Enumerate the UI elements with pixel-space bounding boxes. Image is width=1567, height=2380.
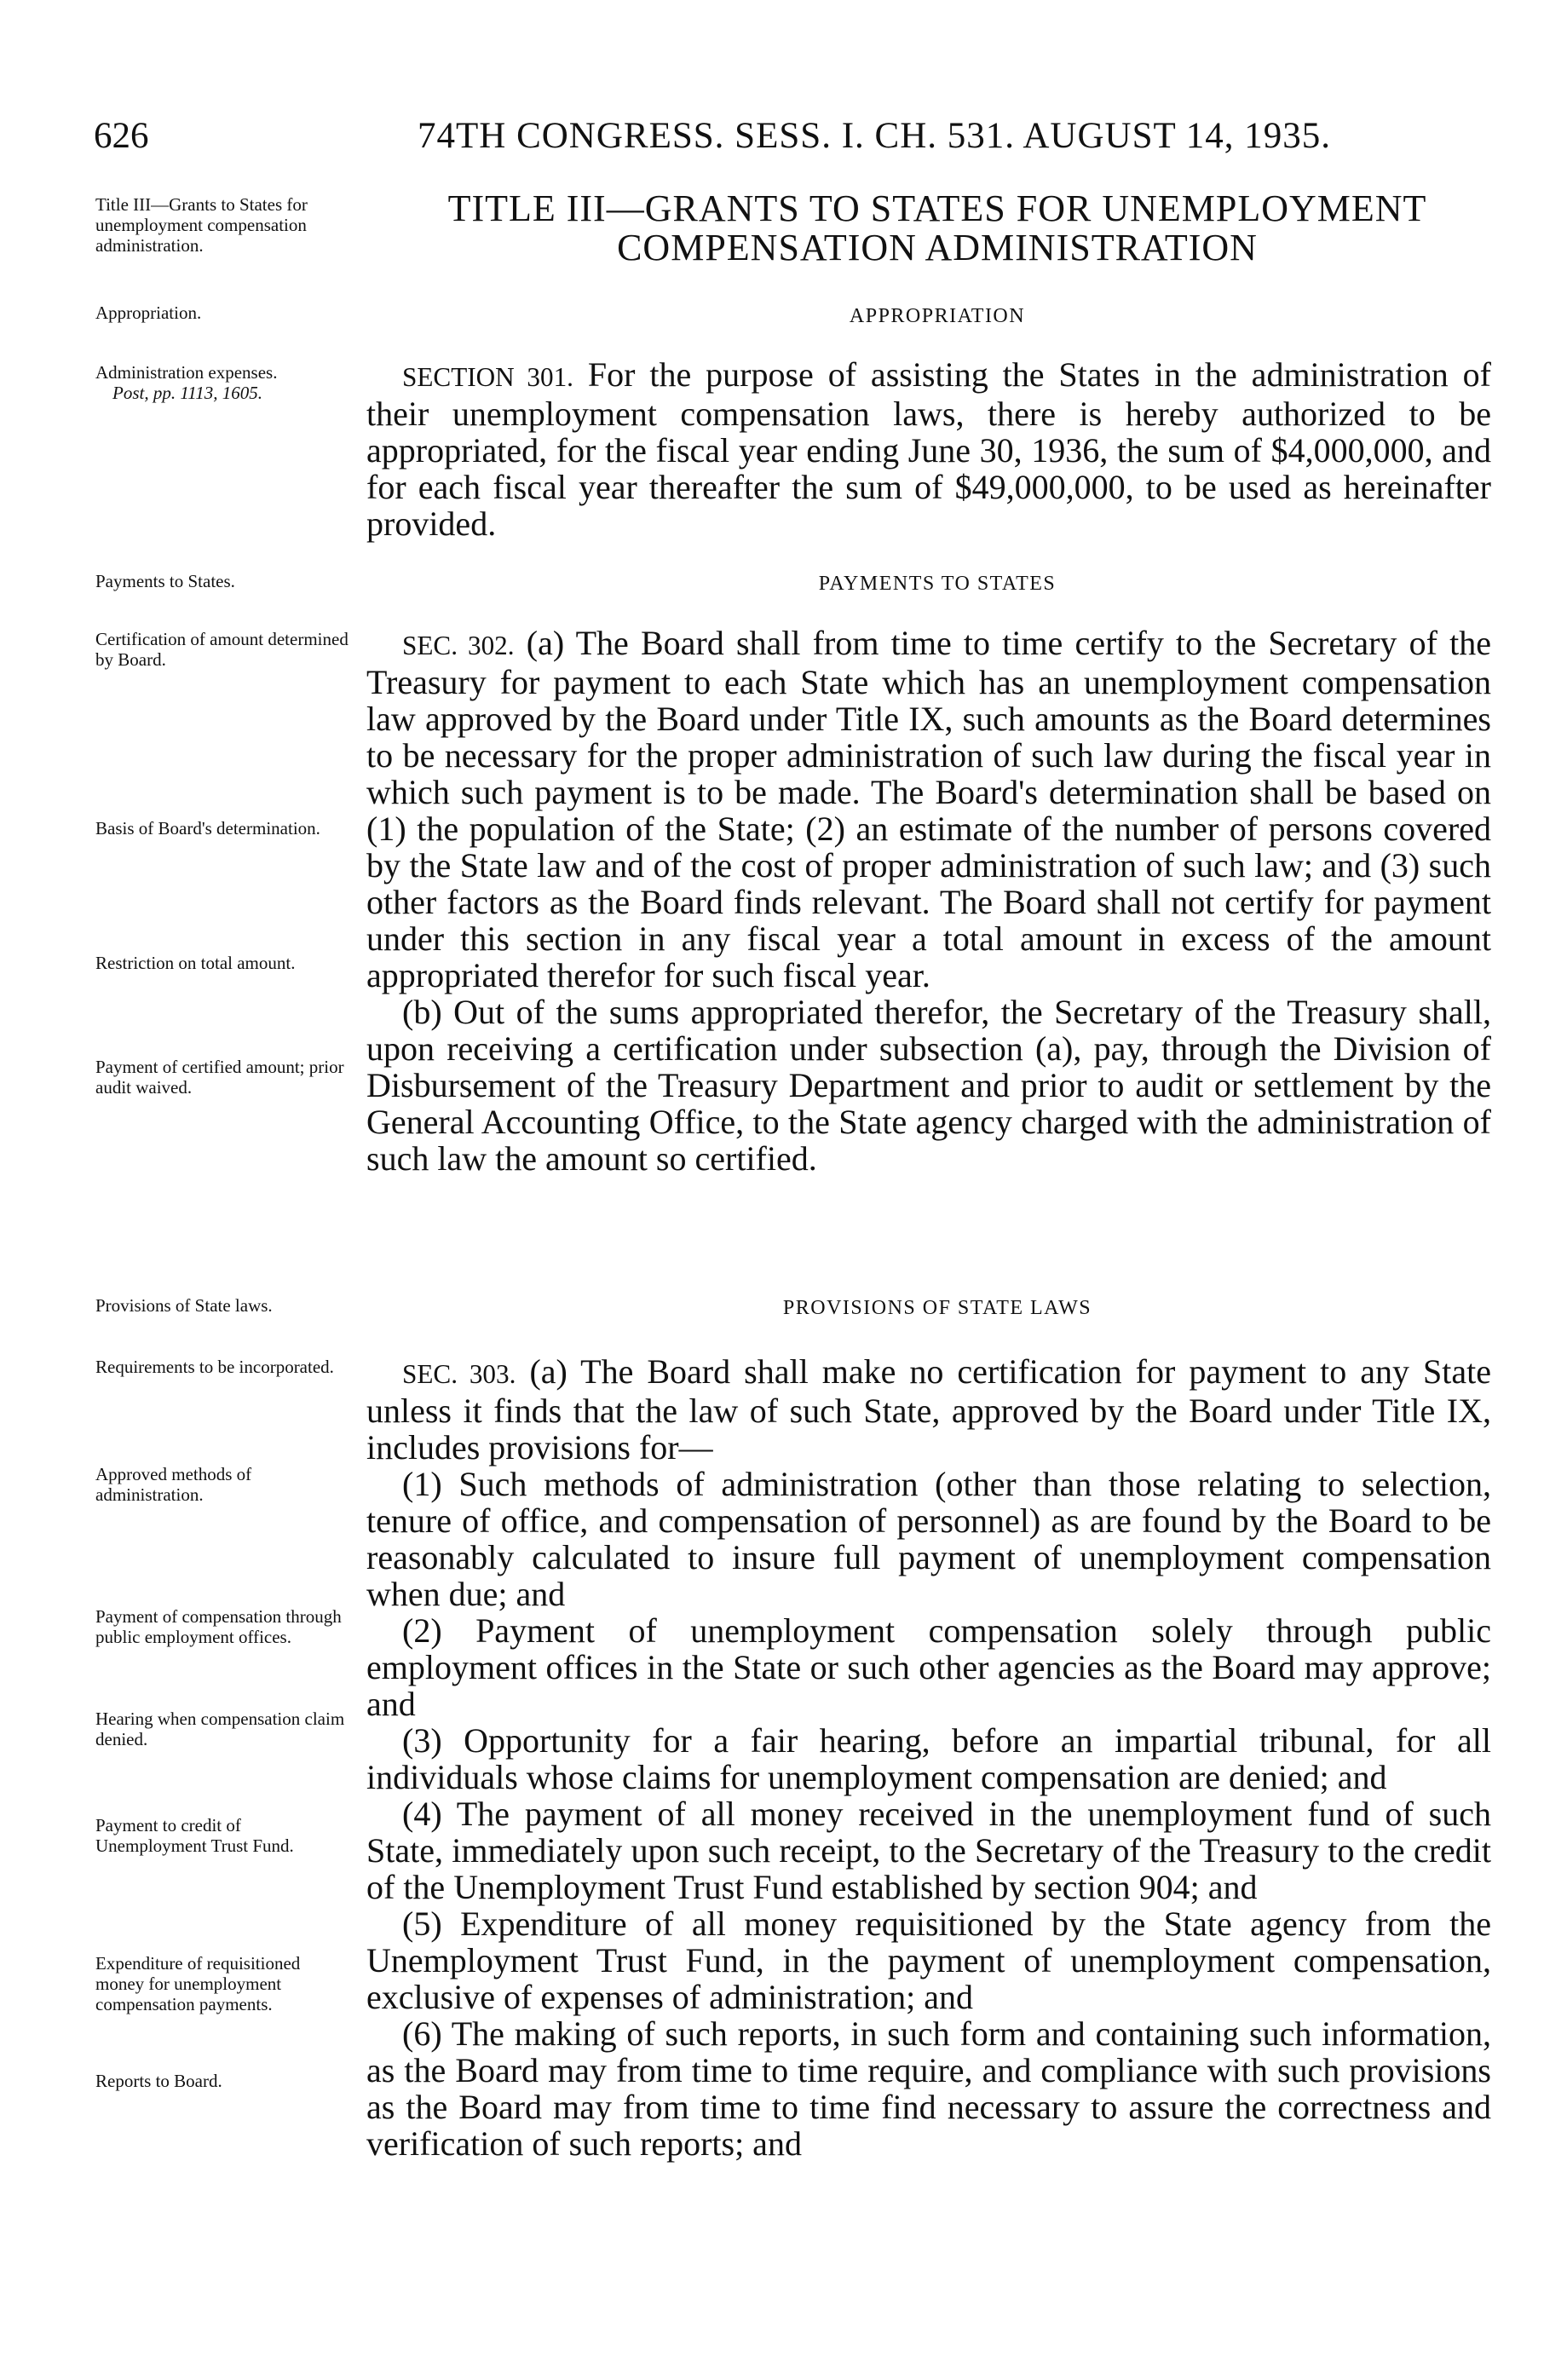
section-303a-text: (a) The Board shall make no certification for payment to any State unless it finds that the law of such State, approved by the Board under Title IX, includes provisions for— [366, 1352, 1491, 1467]
section-302 [366, 625, 1491, 1177]
provision-item-1: (1) Such methods of administration (other than those relating to selection, tenure of office, and compensation of personnel) as are found by the Board to be reasonably calculated to insure full payment of unemployment compensation when due; and [366, 1465, 1491, 1613]
title-line-1: TITLE III—GRANTS TO STATES FOR UNEMPLOYMENT [447, 187, 1427, 229]
running-header [94, 115, 1491, 166]
margin-note-appropriation: Appropriation. [95, 303, 202, 323]
title-line-2: COMPENSATION ADMINISTRATION [617, 227, 1258, 268]
margin-note-payments: Payments to States. [95, 571, 235, 591]
section-301-text: For the purpose of assisting the States in the administration of their unemployment compensation laws, there is hereby authorized to be appropriated, for the fiscal year ending June 30, 1936, the sum of $4,000,000, and for each fiscal year thereafter the sum of $49,000,000, to be used as hereinafter provided. [366, 355, 1491, 543]
section-302b: (b) Out of the sums appropriated therefor, the Secretary of the Treasury shall, upon receiving a certification under subsection (a), pay, through the Division of Disbursement of the Treasury Department and prior to audit or settlement by the General Accounting Office, to the State agency charged with the administration of such law the amount so certified. [366, 993, 1491, 1178]
margin-note-basis: Basis of Board's determination. [95, 818, 320, 838]
provision-item-3: (3) Opportunity for a fair hearing, before an impartial tribunal, for all individuals whose claims for unemployment compensation are denied; and [366, 1721, 1491, 1796]
margin-note-hearing: Hearing when compensation claim denied. [95, 1709, 345, 1749]
heading-appropriation: APPROPRIATION [849, 305, 1026, 327]
margin-note-payment-offices: Payment of compensation through public employment offices. [95, 1606, 342, 1647]
provision-item-2: (2) Payment of unemployment compensation solely through public employment offices in the State or such other agencies as the Board may approve; and [366, 1611, 1491, 1723]
margin-note-restriction: Restriction on total amount. [95, 953, 296, 973]
margin-note-admin-expenses: Administration expenses. Post, pp. 1113, 1605. [95, 362, 351, 403]
heading-provisions: PROVISIONS OF STATE LAWS [782, 1297, 1092, 1319]
section-302-label: SEC. 302. [402, 631, 515, 660]
section-301-label: SECTION 301. [402, 362, 573, 392]
margin-note-expenditure: Expenditure of requisitioned money for unemployment compensation payments. [95, 1953, 301, 2014]
running-head: 74TH CONGRESS. SESS. I. CH. 531. AUGUST 14, 1935. [418, 116, 1331, 156]
page-number: 626 [94, 116, 149, 156]
section-301 [366, 356, 1491, 542]
provision-item-6: (6) The making of such reports, in such form and containing such information, as the Board may from time to time require, and compliance with such provisions as the Board may from time to time find necessary to assure the correctness and verification of such reports; and [366, 2014, 1491, 2163]
section-303-label: SEC. 303. [402, 1359, 516, 1389]
heading-payments: PAYMENTS TO STATES [818, 573, 1057, 595]
section-303 [366, 1353, 1491, 2162]
provision-item-4: (4) The payment of all money received in the unemployment fund of such State, immediately upon such receipt, to the Secretary of the Treasury to the credit of the Unemployment Trust Fund established by section 904; and [366, 1795, 1491, 1906]
post-reference: Post, pp. 1113, 1605. [112, 383, 262, 403]
title-heading [358, 189, 1517, 268]
margin-note-title3: Title III—Grants to States for unemployment compensation administration. [95, 194, 308, 256]
margin-note-certification: Certification of amount determined by Board. [95, 629, 349, 670]
margin-note-reports: Reports to Board. [95, 2071, 222, 2091]
section-302a-text: (a) The Board shall from time to time certify to the Secretary of the Treasury for payment to each State which has an unemployment compensation law approved by the Board under Title IX, such amounts as the Board determines to be necessary for the proper administration of such law during the fiscal year in which such payment is to be made. The Board's determination shall be based on (1) the population of the State; (2) an estimate of the number of persons covered by the State law and of the cost of proper administration of such law; and (3) such other factors as the Board finds relevant. The Board shall not certify for payment under this section in any fiscal year a total amount in excess of the amount appropriated therefor for such fiscal year. [366, 624, 1492, 994]
provision-item-5: (5) Expenditure of all money requisitioned by the State agency from the Unemployment Trust Fund, in the payment of unemployment compensation, exclusive of expenses of administration; and [366, 1905, 1491, 2016]
margin-note-requirements: Requirements to be incorporated. [95, 1357, 334, 1377]
margin-note-credit-fund: Payment to credit of Unemployment Trust Fund. [95, 1815, 294, 1856]
margin-note-payment-certified: Payment of certified amount; prior audit waived. [95, 1057, 344, 1098]
margin-note-provisions: Provisions of State laws. [95, 1295, 273, 1316]
margin-note-approved-methods: Approved methods of administration. [95, 1464, 252, 1505]
